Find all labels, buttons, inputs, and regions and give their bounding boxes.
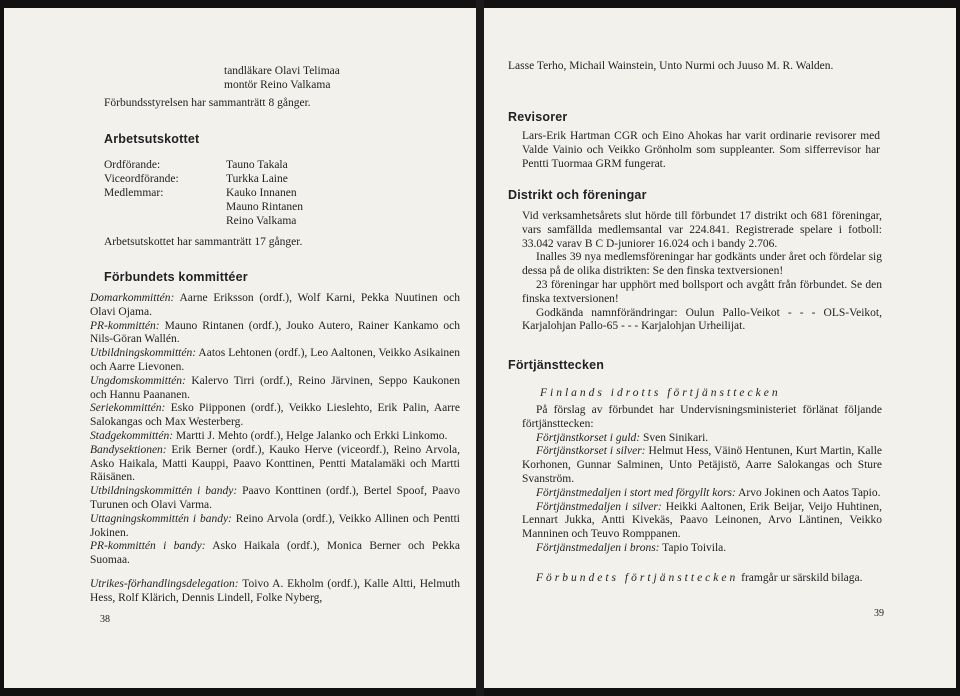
- merit-name: Förtjänstmedaljen i brons:: [536, 541, 660, 554]
- committee-name: Stadgekommittén:: [90, 429, 174, 442]
- merit-recipients: Heikki Aaltonen, Erik Beijar, Veijo Huhtinen, Lennart Jukka, Antti Kivekäs, Paavo Leinonen, Arvo Läntinen, Veikko Manninen och Teuvo Romppanen.: [522, 500, 882, 541]
- committee-entry: [90, 430, 460, 444]
- exec-name: Kauko Innanen: [226, 187, 297, 199]
- badges-spaced: Förbundets förtjänsttecken: [536, 572, 739, 584]
- committee-entry: [90, 444, 460, 485]
- merit-entry: [522, 501, 882, 542]
- committee-members: Mauno Rintanen (ordf.), Jouko Autero, Rainer Kankamo och Nils-Göran Wallén.: [90, 319, 460, 346]
- exec-role: [104, 214, 226, 228]
- committee-entry: [90, 347, 460, 375]
- committee-members: Aarne Eriksson (ordf.), Wolf Karni, Pekka Nuutinen och Olavi Ojama.: [90, 292, 460, 318]
- exec-heading: Arbetsutskottet: [104, 132, 200, 146]
- districts-paragraph: Godkända namnförändringar: Oulun Pallo-Veikot - - - OLS-Veikot, Karjalohjan Pallo-65 - - - Karjalohjan Urheilijat.: [522, 306, 882, 333]
- merits-list: [522, 404, 882, 556]
- exec-role: Medlemmar:: [104, 187, 164, 199]
- merits-spaced-title: Finlands idrotts förtjänsttecken: [540, 387, 781, 399]
- committee-name: Utbildningskommittén i bandy:: [90, 485, 238, 498]
- auditors-text: Lars-Erik Hartman CGR och Eino Ahokas har varit ordinarie revisorer med Valde Vainio och Veikko Grönholm som suppleanter. Som sifferrevisor har Pentti Tuormaa GRM fungerat.: [522, 130, 880, 170]
- exec-name: Turkka Laine: [226, 173, 288, 185]
- page-number: 38: [100, 614, 110, 625]
- left-page: [4, 8, 476, 688]
- exec-name: Reino Valkama: [226, 215, 297, 227]
- continued-names: Lasse Terho, Michail Wainstein, Unto Nurmi och Juuso M. R. Walden.: [508, 60, 834, 72]
- exec-row: [104, 214, 303, 228]
- exec-row: [104, 200, 303, 214]
- committee-entry: [90, 540, 460, 568]
- merits-intro: På förslag av förbundet har Undervisningsministeriet förlänat följande förtjänsttecken:: [522, 404, 882, 430]
- committee-members: Reino Arvola (ordf.), Veikko Allinen och Pentti Jokinen.: [90, 512, 460, 539]
- committee-entry: [90, 402, 460, 430]
- page-number: 39: [874, 608, 884, 619]
- districts-text: [522, 210, 882, 334]
- committee-name: Uttagningskommittén i bandy:: [90, 512, 232, 525]
- merit-name: Förtjänstkorset i silver:: [536, 445, 646, 458]
- merit-entry: [522, 542, 882, 556]
- districts-heading: Distrikt och föreningar: [508, 188, 647, 202]
- badges-rest: framgår ur särskild bilaga.: [738, 572, 863, 584]
- committee-members: Paavo Konttinen (ordf.), Bertel Spoof, Paavo Turunen och Olavi Varma.: [90, 485, 460, 511]
- committee-entry: [90, 375, 460, 403]
- committee-members: Asko Haikala (ordf.), Monica Berner och Pekka Suomaa.: [90, 540, 460, 567]
- exec-name: Mauno Rintanen: [226, 201, 303, 213]
- merit-recipients: Arvo Jokinen och Aatos Tapio.: [735, 486, 881, 499]
- committee-name: Utbildningskommittén:: [90, 347, 197, 360]
- merits-heading: Förtjänsttecken: [508, 358, 605, 372]
- board-member-lines: [224, 64, 340, 92]
- merit-recipients: Helmut Hess, Väinö Hentunen, Kurt Martin, Kalle Korhonen, Gunnar Salminen, Unto Petäjistö, Aarre Salokangas och Sture Svanström.: [522, 445, 882, 485]
- exec-committee-list: [104, 158, 303, 228]
- committee-name: Bandysektionen:: [90, 443, 167, 456]
- committee-name: PR-kommittén i bandy:: [90, 540, 206, 553]
- districts-paragraph: Vid verksamhetsårets slut hörde till förbundet 17 distrikt och 681 föreningar, vars samfällda medlemsantal var 224.841. Registrerade spelare i fotboll: 33.042 varav B C D-juniorer 16.024 och i bandy 2.706.: [522, 210, 882, 250]
- merit-entry: [522, 445, 882, 486]
- delegation-name: Utrikes-förhandlingsdelegation:: [90, 578, 239, 590]
- board-line: montör Reino Valkama: [224, 79, 331, 91]
- districts-paragraph: 23 föreningar har upphört med bollsport och avgått från förbundet. Se den finska textversionen!: [522, 278, 882, 305]
- committee-entry: [90, 320, 460, 348]
- badges-note: [522, 572, 882, 586]
- committees-list: [90, 292, 460, 568]
- committee-name: PR-kommittén:: [90, 319, 160, 332]
- board-meetings-text: Förbundsstyrelsen har sammanträtt 8 gånger.: [104, 97, 311, 109]
- exec-meetings-text: Arbetsutskottet har sammanträtt 17 gånger.: [104, 236, 303, 248]
- board-line: tandläkare Olavi Telimaa: [224, 65, 340, 77]
- book-gutter: [476, 0, 484, 696]
- delegation-members: Toivo A. Ekholm (ordf.), Kalle Altti, Helmuth Hess, Rolf Klärich, Dennis Lindell, Folke Nyberg,: [90, 578, 460, 604]
- delegation-entry: [90, 578, 460, 606]
- exec-role: [104, 200, 226, 214]
- right-page: [484, 8, 956, 688]
- committee-members: Aatos Lehtonen (ordf.), Leo Aaltonen, Veikko Asikainen och Aarre Lievonen.: [90, 347, 460, 373]
- committee-members: Esko Piipponen (ordf.), Veikko Lieslehto, Erik Palin, Aarre Salokangas och Max Westerberg.: [90, 402, 460, 429]
- exec-role: Viceordförande:: [104, 173, 179, 185]
- merit-name: Förtjänstmedaljen i stort med förgyllt kors:: [536, 486, 736, 499]
- committee-name: Seriekommittén:: [90, 402, 166, 415]
- merit-name: Förtjänstkorset i guld:: [536, 431, 641, 444]
- merit-recipients: Tapio Toivila.: [659, 541, 727, 554]
- committee-members: Kalervo Tirri (ordf.), Reino Järvinen, Seppo Kaukonen och Hannu Paananen.: [90, 374, 460, 401]
- merit-recipients: Sven Sinikari.: [640, 431, 709, 444]
- merit-entry: [522, 432, 882, 446]
- districts-paragraph: Inalles 39 nya medlemsföreningar har godkänts under året och fördelar sig dessa på de olika distrikten: Se den finska textversionen!: [522, 251, 882, 278]
- auditors-heading: Revisorer: [508, 110, 568, 124]
- exec-name: Tauno Takala: [226, 159, 288, 171]
- exec-role: Ordförande:: [104, 159, 161, 171]
- exec-row: [104, 172, 303, 186]
- committees-heading: Förbundets kommittéer: [104, 270, 248, 284]
- committee-entry: [90, 513, 460, 541]
- committee-members: Martti J. Mehto (ordf.), Helge Jalanko och Erkki Linkomo.: [173, 429, 448, 442]
- committee-entry: [90, 485, 460, 513]
- committee-members: Erik Berner (ordf.), Kauko Herve (viceordf.), Reino Arvola, Asko Haikala, Matti Kauppi, Paavo Konttinen, Pentti Matalamäki och Martti Räisänen.: [90, 443, 460, 484]
- merit-name: Förtjänstmedaljen i silver:: [536, 500, 662, 513]
- committee-name: Domarkommittén:: [90, 292, 175, 304]
- committee-entry: [90, 292, 460, 320]
- exec-row: [104, 158, 303, 172]
- committee-name: Ungdomskommittén:: [90, 374, 186, 387]
- exec-row: [104, 186, 303, 200]
- merit-entry: [522, 487, 882, 501]
